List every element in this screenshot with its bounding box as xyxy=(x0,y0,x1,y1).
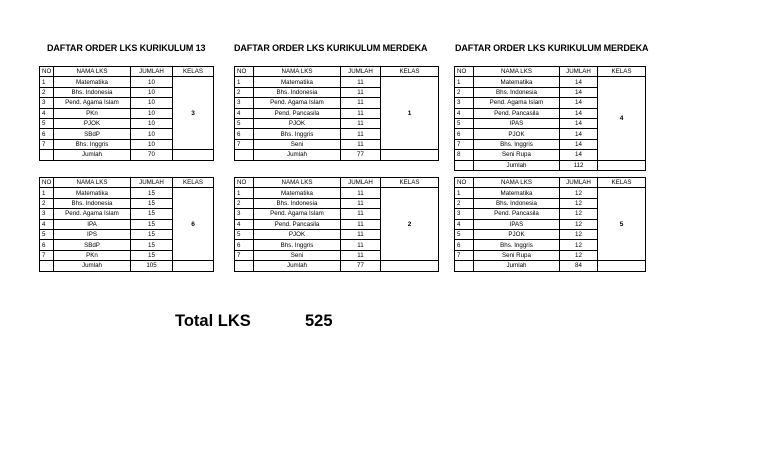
jumlah-kelas-blank xyxy=(598,160,646,170)
table-header-row xyxy=(235,67,439,77)
header-no: NO xyxy=(235,178,254,188)
jumlah-spacer xyxy=(235,150,254,160)
header-jumlah: JUMLAH xyxy=(560,178,598,188)
section-title-k13: DAFTAR ORDER LKS KURIKULUM 13 xyxy=(47,43,206,53)
jumlah-spacer xyxy=(235,261,254,271)
row-no: 7 xyxy=(40,139,54,149)
row-nama-lks: PKn xyxy=(54,108,131,118)
row-no: 5 xyxy=(455,118,474,128)
row-no: 3 xyxy=(235,209,254,219)
row-jumlah: 11 xyxy=(341,209,381,219)
row-no: 7 xyxy=(40,250,54,260)
jumlah-spacer xyxy=(455,160,474,170)
row-nama-lks: PJOK xyxy=(474,229,560,239)
table-header-row xyxy=(40,67,214,77)
order-table-kelas-4 xyxy=(454,66,646,171)
row-nama-lks: Pend. Pancasila xyxy=(254,219,341,229)
order-table-kelas-1 xyxy=(234,66,439,161)
row-no: 2 xyxy=(40,87,54,97)
row-nama-lks: Pend. Agama Islam xyxy=(254,209,341,219)
row-no: 2 xyxy=(40,198,54,208)
row-nama-lks: PJOK xyxy=(254,229,341,239)
row-jumlah: 15 xyxy=(131,209,173,219)
jumlah-label: Jumlah xyxy=(474,261,560,271)
row-no: 6 xyxy=(455,240,474,250)
row-no: 3 xyxy=(455,98,474,108)
row-nama-lks: PJOK xyxy=(54,118,131,128)
total-lks-label: Total LKS xyxy=(175,312,251,330)
row-no: 2 xyxy=(455,87,474,97)
table-row xyxy=(235,188,439,198)
row-nama-lks: Matematika xyxy=(54,188,131,198)
row-nama-lks: Seni Rupa xyxy=(474,250,560,260)
row-no: 5 xyxy=(235,229,254,239)
jumlah-row xyxy=(40,261,214,271)
row-no: 5 xyxy=(455,229,474,239)
row-nama-lks: Bhs. Indonesia xyxy=(254,87,341,97)
row-no: 4 xyxy=(455,219,474,229)
row-nama-lks: Pend. Pancasila xyxy=(474,209,560,219)
header-nama-lks: NAMA LKS xyxy=(474,67,560,77)
row-nama-lks: Bhs. Inggris xyxy=(254,240,341,250)
header-jumlah: JUMLAH xyxy=(341,178,381,188)
row-nama-lks: SBdP xyxy=(54,240,131,250)
jumlah-label: Jumlah xyxy=(254,150,341,160)
row-no: 5 xyxy=(40,229,54,239)
row-jumlah: 14 xyxy=(560,98,598,108)
row-nama-lks: Pend. Agama Islam xyxy=(474,98,560,108)
row-no: 7 xyxy=(455,250,474,260)
row-nama-lks: Bhs. Indonesia xyxy=(54,198,131,208)
row-nama-lks: Bhs. Inggris xyxy=(474,240,560,250)
row-jumlah: 11 xyxy=(341,198,381,208)
row-nama-lks: Seni xyxy=(254,139,341,149)
order-table-kelas-2 xyxy=(234,177,439,272)
row-jumlah: 10 xyxy=(131,118,173,128)
jumlah-label: Jumlah xyxy=(254,261,341,271)
header-no: NO xyxy=(40,67,54,77)
row-nama-lks: Bhs. Inggris xyxy=(254,129,341,139)
row-nama-lks: IPAS xyxy=(474,219,560,229)
jumlah-kelas-blank xyxy=(598,261,646,271)
jumlah-label: Jumlah xyxy=(54,261,131,271)
row-jumlah: 11 xyxy=(341,250,381,260)
row-nama-lks: Matematika xyxy=(474,188,560,198)
row-jumlah: 14 xyxy=(560,87,598,97)
jumlah-kelas-blank xyxy=(381,150,439,160)
table-header-row xyxy=(455,178,646,188)
row-jumlah: 10 xyxy=(131,87,173,97)
row-jumlah: 15 xyxy=(131,198,173,208)
row-no: 5 xyxy=(235,118,254,128)
row-nama-lks: IPAS xyxy=(474,118,560,128)
row-nama-lks: Pend. Agama Islam xyxy=(254,98,341,108)
row-jumlah: 15 xyxy=(131,219,173,229)
row-nama-lks: PKn xyxy=(54,250,131,260)
row-nama-lks: Bhs. Inggris xyxy=(54,139,131,149)
row-no: 4 xyxy=(235,219,254,229)
row-no: 7 xyxy=(235,250,254,260)
jumlah-value: 105 xyxy=(131,261,173,271)
row-no: 4 xyxy=(40,219,54,229)
row-nama-lks: Bhs. Indonesia xyxy=(474,198,560,208)
row-no: 6 xyxy=(40,240,54,250)
jumlah-value: 77 xyxy=(341,261,381,271)
row-jumlah: 12 xyxy=(560,250,598,260)
row-jumlah: 11 xyxy=(341,118,381,128)
jumlah-spacer xyxy=(455,261,474,271)
table-row xyxy=(455,77,646,87)
row-jumlah: 11 xyxy=(341,219,381,229)
header-kelas: KELAS xyxy=(173,67,214,77)
jumlah-spacer xyxy=(40,150,54,160)
row-no: 6 xyxy=(455,129,474,139)
header-nama-lks: NAMA LKS xyxy=(54,178,131,188)
row-jumlah: 11 xyxy=(341,229,381,239)
row-no: 4 xyxy=(40,108,54,118)
header-no: NO xyxy=(40,178,54,188)
row-no: 5 xyxy=(40,118,54,128)
row-jumlah: 14 xyxy=(560,118,598,128)
row-no: 8 xyxy=(455,150,474,160)
header-nama-lks: NAMA LKS xyxy=(254,178,341,188)
row-no: 3 xyxy=(40,209,54,219)
table-row xyxy=(40,77,214,87)
row-nama-lks: Bhs. Indonesia xyxy=(54,87,131,97)
row-jumlah: 11 xyxy=(341,87,381,97)
header-nama-lks: NAMA LKS xyxy=(54,67,131,77)
jumlah-value: 70 xyxy=(131,150,173,160)
header-kelas: KELAS xyxy=(598,67,646,77)
row-jumlah: 10 xyxy=(131,108,173,118)
row-no: 1 xyxy=(235,77,254,87)
jumlah-kelas-blank xyxy=(381,261,439,271)
row-nama-lks: Matematika xyxy=(254,77,341,87)
row-jumlah: 15 xyxy=(131,188,173,198)
row-jumlah: 11 xyxy=(341,98,381,108)
row-no: 6 xyxy=(40,129,54,139)
row-nama-lks: Bhs. Inggris xyxy=(474,139,560,149)
header-kelas: KELAS xyxy=(598,178,646,188)
total-lks-value: 525 xyxy=(305,312,333,330)
table-header-row xyxy=(235,178,439,188)
table-header-row xyxy=(40,178,214,188)
row-no: 1 xyxy=(455,188,474,198)
table-row xyxy=(40,188,214,198)
row-jumlah: 15 xyxy=(131,250,173,260)
row-no: 1 xyxy=(235,188,254,198)
row-jumlah: 10 xyxy=(131,77,173,87)
row-jumlah: 14 xyxy=(560,139,598,149)
order-table-kelas-5 xyxy=(454,177,646,272)
row-jumlah: 12 xyxy=(560,209,598,219)
header-no: NO xyxy=(455,67,474,77)
kelas-value: 3 xyxy=(173,77,214,150)
row-no: 3 xyxy=(235,98,254,108)
row-no: 1 xyxy=(455,77,474,87)
header-jumlah: JUMLAH xyxy=(560,67,598,77)
row-jumlah: 12 xyxy=(560,219,598,229)
header-nama-lks: NAMA LKS xyxy=(474,178,560,188)
row-jumlah: 11 xyxy=(341,108,381,118)
row-nama-lks: Matematika xyxy=(474,77,560,87)
row-jumlah: 14 xyxy=(560,129,598,139)
row-jumlah: 11 xyxy=(341,129,381,139)
header-jumlah: JUMLAH xyxy=(131,67,173,77)
row-nama-lks: Bhs. Indonesia xyxy=(474,87,560,97)
row-no: 4 xyxy=(235,108,254,118)
row-jumlah: 10 xyxy=(131,98,173,108)
jumlah-label: Jumlah xyxy=(474,160,560,170)
jumlah-value: 77 xyxy=(341,150,381,160)
jumlah-value: 84 xyxy=(560,261,598,271)
order-table-kelas-6 xyxy=(39,177,214,272)
header-jumlah: JUMLAH xyxy=(131,178,173,188)
row-no: 7 xyxy=(455,139,474,149)
row-nama-lks: PJOK xyxy=(254,118,341,128)
row-nama-lks: Pend. Agama Islam xyxy=(54,98,131,108)
jumlah-row xyxy=(40,150,214,160)
row-nama-lks: SBdP xyxy=(54,129,131,139)
row-nama-lks: IPA xyxy=(54,219,131,229)
order-table-kelas-3 xyxy=(39,66,214,161)
row-nama-lks: PJOK xyxy=(474,129,560,139)
table-header-row xyxy=(455,67,646,77)
jumlah-kelas-blank xyxy=(173,150,214,160)
row-jumlah: 10 xyxy=(131,139,173,149)
section-title-merdeka-b: DAFTAR ORDER LKS KURIKULUM MERDEKA xyxy=(455,43,649,53)
row-no: 6 xyxy=(235,240,254,250)
kelas-value: 6 xyxy=(173,188,214,261)
row-no: 3 xyxy=(40,98,54,108)
kelas-value: 5 xyxy=(598,188,646,261)
row-jumlah: 12 xyxy=(560,240,598,250)
jumlah-row xyxy=(455,261,646,271)
row-jumlah: 11 xyxy=(341,188,381,198)
jumlah-row xyxy=(235,261,439,271)
row-nama-lks: Pend. Pancasila xyxy=(254,108,341,118)
row-jumlah: 11 xyxy=(341,139,381,149)
row-jumlah: 15 xyxy=(131,240,173,250)
row-nama-lks: Seni Rupa xyxy=(474,150,560,160)
row-no: 1 xyxy=(40,188,54,198)
header-kelas: KELAS xyxy=(173,178,214,188)
jumlah-label: Jumlah xyxy=(54,150,131,160)
row-jumlah: 14 xyxy=(560,108,598,118)
header-kelas: KELAS xyxy=(381,67,439,77)
jumlah-value: 112 xyxy=(560,160,598,170)
header-kelas: KELAS xyxy=(381,178,439,188)
jumlah-row xyxy=(455,160,646,170)
row-nama-lks: IPS xyxy=(54,229,131,239)
header-jumlah: JUMLAH xyxy=(341,67,381,77)
row-nama-lks: Bhs. Indonesia xyxy=(254,198,341,208)
header-no: NO xyxy=(455,178,474,188)
jumlah-kelas-blank xyxy=(173,261,214,271)
jumlah-row xyxy=(235,150,439,160)
row-jumlah: 14 xyxy=(560,150,598,160)
row-no: 3 xyxy=(455,209,474,219)
row-nama-lks: Matematika xyxy=(54,77,131,87)
table-row xyxy=(455,188,646,198)
jumlah-spacer xyxy=(40,261,54,271)
table-row xyxy=(235,77,439,87)
row-jumlah: 12 xyxy=(560,198,598,208)
kelas-value: 1 xyxy=(381,77,439,150)
header-nama-lks: NAMA LKS xyxy=(254,67,341,77)
row-jumlah: 15 xyxy=(131,229,173,239)
row-nama-lks: Seni xyxy=(254,250,341,260)
row-jumlah: 14 xyxy=(560,77,598,87)
row-no: 2 xyxy=(235,87,254,97)
row-no: 4 xyxy=(455,108,474,118)
kelas-value: 2 xyxy=(381,188,439,261)
row-no: 2 xyxy=(235,198,254,208)
row-jumlah: 10 xyxy=(131,129,173,139)
row-nama-lks: Pend. Pancasila xyxy=(474,108,560,118)
kelas-value: 4 xyxy=(598,77,646,160)
row-jumlah: 12 xyxy=(560,188,598,198)
row-no: 1 xyxy=(40,77,54,87)
row-no: 2 xyxy=(455,198,474,208)
row-jumlah: 11 xyxy=(341,240,381,250)
row-nama-lks: Pend. Agama Islam xyxy=(54,209,131,219)
row-no: 7 xyxy=(235,139,254,149)
row-jumlah: 11 xyxy=(341,77,381,87)
row-jumlah: 12 xyxy=(560,229,598,239)
section-title-merdeka-a: DAFTAR ORDER LKS KURIKULUM MERDEKA xyxy=(234,43,428,53)
row-no: 6 xyxy=(235,129,254,139)
header-no: NO xyxy=(235,67,254,77)
row-nama-lks: Matematika xyxy=(254,188,341,198)
